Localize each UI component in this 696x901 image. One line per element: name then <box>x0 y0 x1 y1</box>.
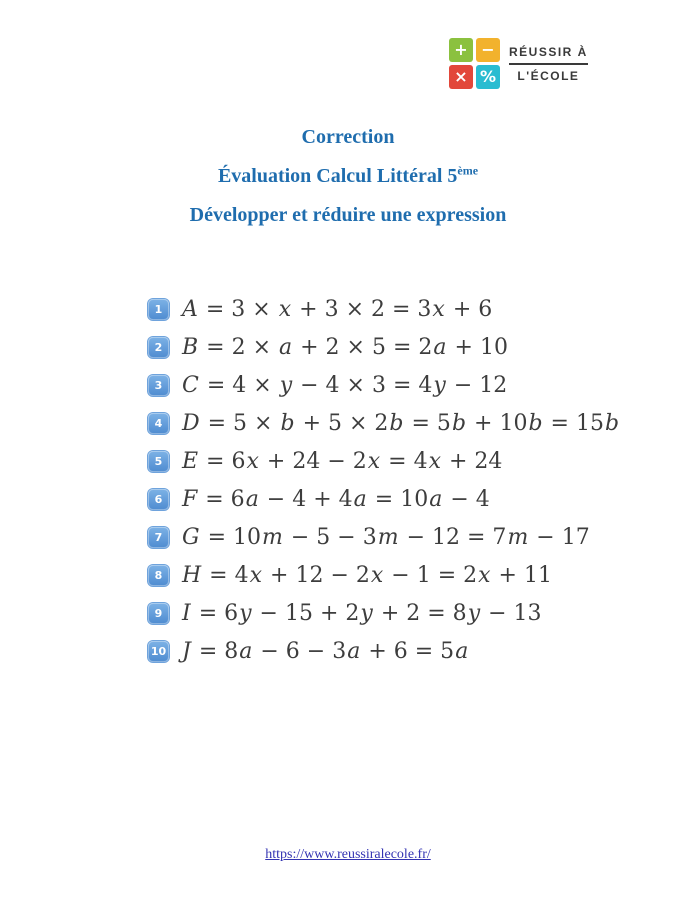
exercise-number-badge: 8 <box>148 565 169 586</box>
exercise-expression: F = 6a − 4 + 4a = 10a − 4 <box>182 486 490 512</box>
exercise-row <box>148 480 620 518</box>
exercise-number-badge: 9 <box>148 603 169 624</box>
logo-tiles <box>449 38 500 89</box>
exercise-number-badge: 1 <box>148 299 169 320</box>
exercise-number-badge: 10 <box>148 641 169 662</box>
exercise-row <box>148 594 620 632</box>
exercise-row <box>148 366 620 404</box>
title-evaluation-text: Évaluation Calcul Littéral 5 <box>217 165 458 187</box>
exercise-expression: A = 3 × x + 3 × 2 = 3x + 6 <box>182 296 493 322</box>
exercise-number-badge: 6 <box>148 489 169 510</box>
brand-logo <box>449 38 588 89</box>
multiply-icon: × <box>449 65 473 89</box>
exercise-expression: B = 2 × a + 2 × 5 = 2a + 10 <box>182 334 508 360</box>
divide-icon: % <box>476 65 500 89</box>
exercise-expression: G = 10m − 5 − 3m − 12 = 7m − 17 <box>182 524 590 550</box>
exercise-row <box>148 442 620 480</box>
brand-line1: RÉUSSIR À <box>509 44 588 59</box>
website-link[interactable]: https://www.reussiralecole.fr/ <box>265 847 431 862</box>
title-evaluation <box>0 165 696 187</box>
title-correction: Correction <box>301 126 395 148</box>
exercise-row <box>148 328 620 366</box>
brand-text <box>509 45 588 83</box>
brand-divider <box>509 63 588 65</box>
exercise-number-badge: 5 <box>148 451 169 472</box>
exercise-number-badge: 3 <box>148 375 169 396</box>
plus-icon: + <box>449 38 473 62</box>
title-subject: Développer et réduire une expression <box>189 204 507 226</box>
exercise-expression: E = 6x + 24 − 2x = 4x + 24 <box>182 448 503 474</box>
exercise-row <box>148 556 620 594</box>
exercise-row <box>148 518 620 556</box>
exercise-number-badge: 7 <box>148 527 169 548</box>
exercise-number-badge: 2 <box>148 337 169 358</box>
exercise-expression: I = 6y − 15 + 2y + 2 = 8y − 13 <box>182 600 542 626</box>
exercise-row <box>148 404 620 442</box>
exercise-expression: J = 8a − 6 − 3a + 6 = 5a <box>182 638 469 664</box>
brand-line2: L'ÉCOLE <box>517 68 580 83</box>
title-evaluation-sup: ème <box>457 163 479 178</box>
exercise-expression: H = 4x + 12 − 2x − 1 = 2x + 11 <box>182 562 552 588</box>
exercise-expression: D = 5 × b + 5 × 2b = 5b + 10b = 15b <box>182 410 620 436</box>
exercise-row <box>148 290 620 328</box>
title-block <box>0 126 696 243</box>
exercise-list <box>148 290 620 670</box>
exercise-expression: C = 4 × y − 4 × 3 = 4y − 12 <box>182 372 508 398</box>
page-footer <box>0 845 696 863</box>
exercise-number-badge: 4 <box>148 413 169 434</box>
minus-icon: − <box>476 38 500 62</box>
exercise-row <box>148 632 620 670</box>
